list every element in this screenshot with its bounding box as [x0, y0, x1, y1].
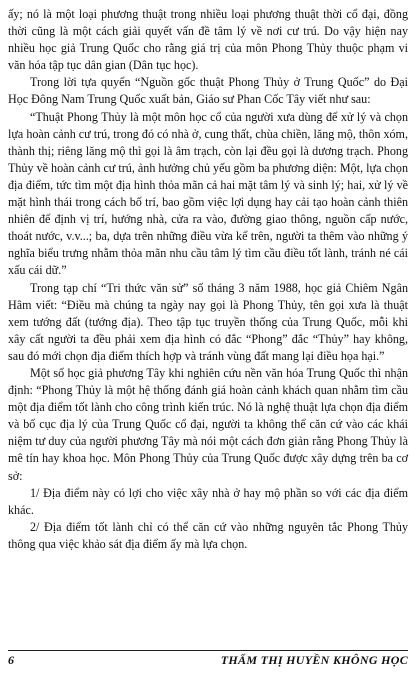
paragraph-preface-intro: Trong lời tựa quyển “Nguồn gốc thuật Phong Thủy ở Trung Quốc” do Đại Học Đông Nam Trung Quốc xuất bản, Giáo sư Phan Cốc Tây viết như sau:: [8, 75, 408, 107]
paragraph-quote-phan-coc-tay: “Thuật Phong Thủy là một môn học cổ của người xưa dùng để xử lý và chọn lựa hoàn cảnh cư trú, trong đó có nhà ở, cung thất, chùa chiền, lăng mộ, thôn xóm, thành thị; riêng lăng mộ thì gọi là âm trạch, còn lại đều gọi là dương trạch. Phong Thủy về hoàn cảnh cư trú, ảnh hưởng chủ yếu gồm ba phương diện: Một, lựa chọn địa điểm, tức tìm một địa hình thỏa mãn cả hai mặt tâm lý và sinh lý; hai, xử lý về mặt hình thái trong cách bố trí, bao gồm việc lợi dụng hay cải tạo hoàn cảnh thiên nhiên để định vị trí, hướng nhà, cửa ra vào, đường giao thông, nguồn cấp nước, thoát nước, v.v...; ba, dựa trên những điều vừa kể trên, người ta thêm vào những ý nghĩa biểu trưng nhằm thỏa mãn nhu cầu tâm lý tìm cầu điều tốt lành, tránh né cái xấu cái dữ.”: [8, 109, 408, 278]
page-body: [8, 6, 408, 553]
paragraph-continuation: ấy; nó là một loại phương thuật trong nhiều loại phương thuật thời cổ đại, đồng thời cũng là một cách giải quyết vấn đề tâm lý về nơi cư trú. Do vậy hiện nay nhiều học giả Trung Quốc cho rằng giá trị của môn Phong Thủy thuộc phạm vi văn hóa tập tục dân gian (Dân tục học).: [8, 7, 408, 73]
paragraph-quote-chiem-ngan-ham: Trong tạp chí “Tri thức văn sử” số tháng 3 năm 1988, học giả Chiêm Ngân Hâm viết: “Điều mà chúng ta ngày nay gọi là Phong Thủy, tên gọi xưa là thuật xem tướng đất (tướng địa). Theo tập tục truyền thống của Trung Quốc, mỗi khi xây cất người ta đều phải xem địa hình có đắc “Phong” đắc “Thủy” hay không, sau đó mới chọn địa điểm thích hợp và tránh vùng đất mang lại điều họa hại.”: [8, 280, 408, 363]
page-footer: [8, 650, 408, 667]
paragraph-western-scholars: Một số học giả phương Tây khi nghiên cứu nền văn hóa Trung Quốc thì nhận định: “Phong Thủy là một hệ thống đánh giá hoàn cảnh khách quan nhằm tìm cầu một địa điểm tốt lành cho công trình kiến trúc. Nó là nghệ thuật lựa chọn địa điểm và bố cục địa lý của Trung Quốc cổ đại, người ta không thể căn cứ vào các khái niệm tư duy của người phương Tây mà nói một cách đơn giản rằng Phong Thủy là mê tín hay khoa học. Môn Phong Thủy của Trung Quốc được xây dựng trên ba cơ sở:: [8, 365, 408, 483]
list-item-basis-1: 1/ Địa điểm này có lợi cho việc xây nhà ở hay mộ phần so với các địa điểm khác.: [8, 485, 408, 517]
running-title: THẨM THỊ HUYỀN KHÔNG HỌC: [220, 653, 408, 667]
list-item-basis-2: 2/ Địa điểm tốt lành chỉ có thể căn cứ vào những nguyên tắc Phong Thủy thông qua việc khảo sát địa điểm ấy mà lựa chọn.: [8, 519, 408, 551]
page-number: 6: [8, 653, 14, 667]
